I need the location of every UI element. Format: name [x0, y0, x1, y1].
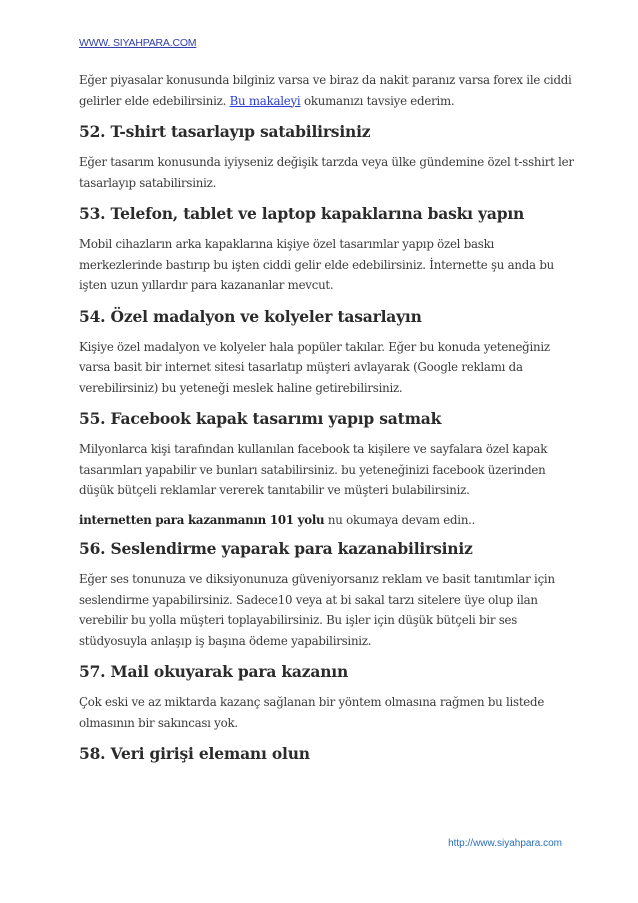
section-52-heading: 52. T-shirt tasarlayıp satabilirsiniz: [79, 122, 371, 141]
intro-text-end: okumanızı tavsiye ederim.: [300, 93, 455, 108]
intro-text: Eğer piyasalar konusunda bilginiz varsa ve biraz da nakit paranız varsa forex ile ciddi gelirler elde edebilirsiniz.: [79, 73, 572, 108]
section-52-text: Eğer tasarım konusunda iyiyseniz değişik tarzda veya ülke gündemine özel t-sshirt ler tasarlayıp satabilirsiniz.: [79, 155, 574, 190]
section-57-heading: 57. Mail okuyarak para kazanın: [79, 662, 349, 681]
section-55-text: Milyonlarca kişi tarafından kullanılan facebook ta kişilere ve sayfalara özel kapak tasarımları yapabilir ve bunları satabilirsiniz. bu yeteneğinizi facebook üzerinden düşük bütçeli reklamlar vererek tanıtabilir ve müşteri bulabilirsiniz.: [79, 442, 548, 497]
site-header-link[interactable]: WWW. SIYAHPARA.COM: [79, 37, 197, 49]
intro-paragraph: [79, 70, 574, 111]
read-more-link[interactable]: internetten para kazanmanın 101 yolu: [79, 512, 325, 527]
section-55-heading: 55. Facebook kapak tasarımı yapıp satmak: [79, 409, 442, 428]
section-57-text: Çok eski ve az miktarda kazanç sağlanan bir yöntem olmasına rağmen bu listede olmasının bir sakıncası yok.: [79, 695, 545, 730]
article-body: [79, 70, 574, 765]
section-54-heading: 54. Özel madalyon ve kolyeler tasarlayın: [79, 306, 422, 326]
footer-url-link[interactable]: http://www.siyahpara.com: [448, 838, 562, 849]
section-53-heading: 53. Telefon, tablet ve laptop kapaklarına baskı yapın: [79, 204, 525, 223]
section-53-text: Mobil cihazların arka kapaklarına kişiye özel tasarımlar yapıp özel baskı merkezlerinde bastırıp bu işten ciddi gelir elde edebilirsiniz. İnternette şu anda bu işten uzun yıllardır para kazananlar mevcut.: [79, 237, 554, 292]
section-56-text: Eğer ses tonunuza ve diksiyonunuza güveniyorsanız reklam ve basit tanıtımlar için seslendirme yapabilirsiniz. Sadece10 veya at bi sakal tarzı sitelere üye olup ilan verebilir bu yolla müşteri toplayabilirsiniz. Bu işler için düşük bütçeli bir ses stüdyosuyla anlaşıp iş başına ödeme yapabilirsiniz.: [79, 572, 555, 648]
read-more-text: nu okumaya devam edin..: [324, 512, 476, 527]
section-58-heading: 58. Veri girişi elemanı olun: [79, 744, 310, 763]
section-56-heading: 56. Seslendirme yaparak para kazanabilirsiniz: [79, 539, 473, 558]
article-link[interactable]: Bu makaleyi: [229, 93, 301, 108]
section-54-text: Kişiye özel madalyon ve kolyeler hala popüler takılar. Eğer bu konuda yeteneğiniz varsa basit bir internet sitesi tasarlatıp müşteri avlayarak (Google reklamı da verebilirsiniz) bu yeteneği meslek haline getirebilirsiniz.: [79, 339, 550, 395]
read-more-paragraph: [79, 510, 574, 531]
